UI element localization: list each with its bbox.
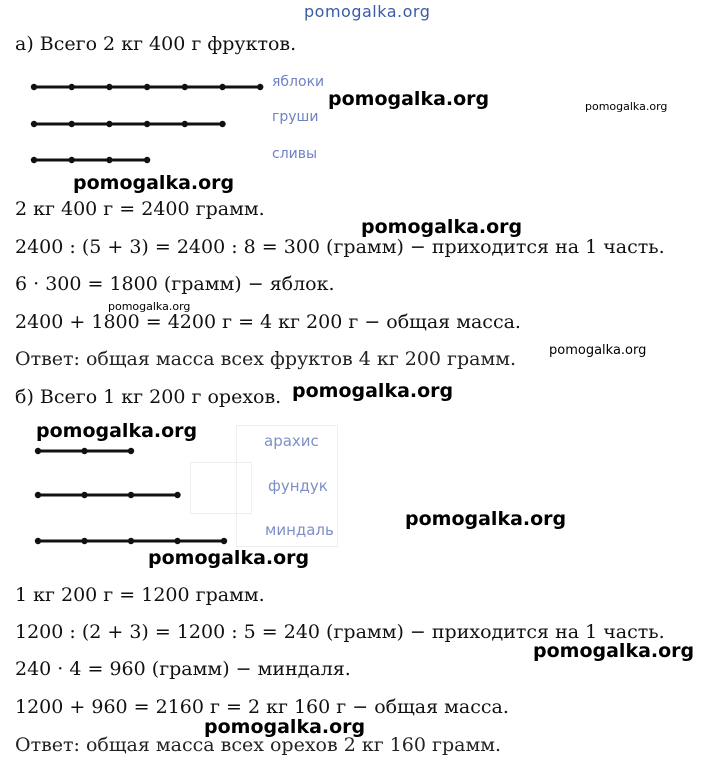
label-pears: груши <box>272 109 319 125</box>
diagram-a-segment-dot <box>69 157 75 163</box>
diagram-b-segment-dot <box>221 538 227 544</box>
diagram-a-segment-dot <box>69 84 75 90</box>
part-b-line-1: 1 кг 200 г = 1200 грамм. <box>15 584 265 606</box>
diagram-a-segment-dot <box>31 84 37 90</box>
diagram-a-segment-dot <box>144 157 150 163</box>
diagram-a-segment-dot <box>69 121 75 127</box>
label-hazelnut: фундук <box>268 477 328 495</box>
diagram-a <box>31 84 264 163</box>
watermark: pomogalka.org <box>148 547 310 569</box>
part-b-line-4: 1200 + 960 = 2160 г = 2 кг 160 г − общая масса. <box>15 696 509 718</box>
part-b-heading: б) Всего 1 кг 200 г орехов. <box>15 386 282 408</box>
watermark: pomogalka.org <box>533 640 695 662</box>
diagram-a-segment-dot <box>106 157 112 163</box>
watermark: pomogalka.org <box>361 216 523 238</box>
label-plums: сливы <box>272 146 318 162</box>
part-a-line-4: 2400 + 1800 = 4200 г = 4 кг 200 г − общая масса. <box>15 311 521 333</box>
part-a-line-1: 2 кг 400 г = 2400 грамм. <box>15 198 265 220</box>
diagram-b-segment-dot <box>174 492 180 498</box>
watermark-top: pomogalka.org <box>304 2 431 21</box>
watermark: pomogalka.org <box>292 380 454 402</box>
watermark: pomogalka.org <box>36 420 198 442</box>
diagram-a-segment-dot <box>31 157 37 163</box>
watermark: pomogalka.org <box>204 716 366 738</box>
watermark: pomogalka.org <box>405 508 567 530</box>
watermark: pomogalka.org <box>108 300 191 313</box>
diagram-b-segment-dot <box>35 538 41 544</box>
diagram-b-segment-dot <box>81 492 87 498</box>
label-almond: миндаль <box>265 521 334 539</box>
part-b-answer: Ответ: общая масса всех орехов 2 кг 160 грамм. <box>15 734 502 756</box>
watermark: pomogalka.org <box>549 343 647 358</box>
diagram-a-segment-dot <box>31 121 37 127</box>
diagram-a-segment-dot <box>106 121 112 127</box>
watermark: pomogalka.org <box>585 100 668 113</box>
diagram-b-segment-dot <box>128 538 134 544</box>
watermark: pomogalka.org <box>328 88 490 110</box>
diagram-a-segment-dot <box>106 84 112 90</box>
diagram-b-segment-dot <box>81 538 87 544</box>
diagram-a-segment-dot <box>144 121 150 127</box>
diagram-a-segment-dot <box>219 84 225 90</box>
diagram-b-segment-dot <box>128 492 134 498</box>
watermark: pomogalka.org <box>73 172 235 194</box>
part-a-line-2: 2400 : (5 + 3) = 2400 : 8 = 300 (грамм) − приходится на 1 часть. <box>15 236 665 258</box>
part-a-line-3: 6 · 300 = 1800 (грамм) − яблок. <box>15 273 335 295</box>
part-b-line-3: 240 · 4 = 960 (грамм) − миндаля. <box>15 658 351 680</box>
part-b-line-2: 1200 : (2 + 3) = 1200 : 5 = 240 (грамм) − приходится на 1 часть. <box>15 621 665 643</box>
label-peanut: арахис <box>264 432 319 450</box>
diagram-a-segment-dot <box>182 121 188 127</box>
diagram-b-segment-dot <box>174 538 180 544</box>
diagram-a-segment-dot <box>257 84 263 90</box>
diagram-b-segment-dot <box>128 448 134 454</box>
diagram-b-segment-dot <box>81 448 87 454</box>
diagram-grid <box>190 462 252 514</box>
part-a-answer: Ответ: общая масса всех фруктов 4 кг 200 грамм. <box>15 348 517 370</box>
diagram-a-segment-dot <box>219 121 225 127</box>
label-apples: яблоки <box>272 74 325 90</box>
diagram-b-segment-dot <box>35 492 41 498</box>
diagram-a-segment-dot <box>144 84 150 90</box>
diagram-a-segment-dot <box>182 84 188 90</box>
part-a-heading: а) Всего 2 кг 400 г фруктов. <box>15 33 297 55</box>
diagram-b-segment-dot <box>35 448 41 454</box>
